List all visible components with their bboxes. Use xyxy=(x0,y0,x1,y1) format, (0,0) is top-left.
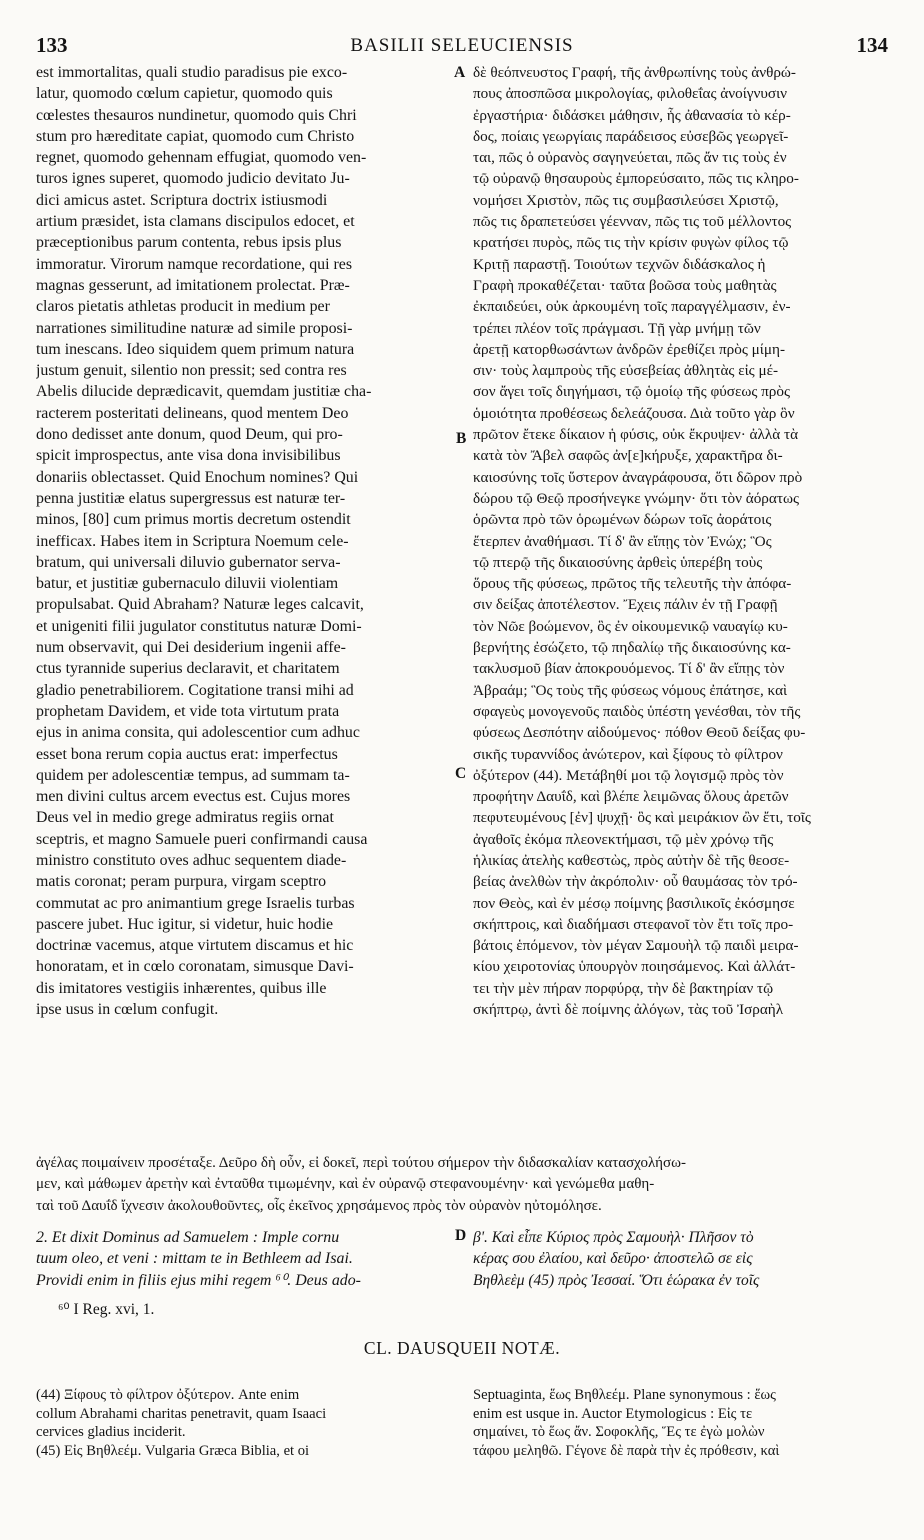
greek-text-line: τει τὴν μὲν πήραν πορφύρᾳ, τὴν δὲ βακτηρίαν τῷ xyxy=(473,979,774,997)
latin-text-line: tum inescans. Ideo siquidem quem primum natura xyxy=(36,340,355,358)
latin-column xyxy=(36,62,448,1020)
note-line-right: τάφου μεληθῶ. Γέγονε δὲ παρὰ τὴν ἐς πρόθεσιν, καὶ xyxy=(473,1442,780,1459)
greek-text-line: βάτοις ἑπόμενον, τὸν μέγαν Σαμουὴλ τῷ παιδὶ μειρα- xyxy=(473,937,799,955)
greek-text-line: σκήπτρῳ, ἀντὶ δὲ ποίμνης ἀλόγων, τὰς τοῦ Ἰσραὴλ xyxy=(473,1001,784,1019)
latin-text-line: Abelis dilucide deprædicavit, quemdam justitiæ cha- xyxy=(36,383,372,401)
verse-2-latin xyxy=(36,1227,448,1291)
greek-text-line: φύσεως Δεσπότην αἰδούμενος· πόθον Θεοῦ δείξας φυ- xyxy=(473,724,806,742)
greek-text-line: ὅρους τῆς φύσεως, πρῶτος τῆς τελευτῆς τὴν ἀπόφα- xyxy=(473,575,792,593)
greek-text-line: ἐργαστήρια· διδάσκει μάθησιν, ἧς ἀθανασία τὸ κέρ- xyxy=(473,106,791,124)
running-title: BASILII SELEUCIENSIS xyxy=(350,35,574,56)
latin-text-line: num observavit, qui Dei desiderium ingenii affe- xyxy=(36,639,346,657)
greek-wide-line: ταὶ τοῦ Δαυΐδ ἴχνεσιν ἀκολουθοῦντες, οἷς ἐκεῖνος χρησάμενος πρὸς τὸν οὐρανὸν ηὐτομόλησε. xyxy=(36,1197,602,1214)
notes-left-column xyxy=(36,1386,448,1460)
greek-text-line: βείας ἀνελθὼν τὴν ἀκρόπολιν· οὗ θαυμάσας τὸν τρό- xyxy=(473,873,798,891)
latin-text-line: penna justitiæ elatus supergressus est naturæ ter- xyxy=(36,489,346,507)
latin-text-line: ministro constituto oves adhuc sequentem diade- xyxy=(36,851,347,869)
section-marker-a: A xyxy=(454,64,466,81)
latin-text-line: est immortalitas, quali studio paradisus pie exco- xyxy=(36,64,348,81)
latin-text-line: pascere jubet. Huc igitur, si videtur, huic hodie xyxy=(36,915,334,933)
latin-text-line: propulsabat. Quid Abraham? Naturæ leges calcavit, xyxy=(36,596,364,614)
latin-text-line: stum pro hæreditate capiat, quomodo cum Christo xyxy=(36,127,355,145)
greek-text-line: ὁμοιότητα προθέσεως δελεάζουσα. Διὰ τοῦτο γὰρ ὃν xyxy=(473,404,795,422)
greek-text-line: πους ἀποσπῶσα μικρολογίας, φιλοθεΐας ἀνοίγνυσιν xyxy=(473,85,788,103)
verse-2-latin-line: 2. Et dixit Dominus ad Samuelem : Imple cornu xyxy=(36,1229,340,1246)
footnote: ⁶⁰ I Reg. xvi, 1. xyxy=(58,1301,155,1318)
section-marker-b: B xyxy=(456,430,467,447)
greek-text-line: σιν δείξας ἀποτέλεστον. Ἔχεις πάλιν ἐν τῇ Γραφῇ xyxy=(473,596,778,614)
verse-2-latin-line: tuum oleo, et veni : mittam te in Bethleem ad Isai. xyxy=(36,1250,353,1268)
latin-text-line: men divini cultus arcem evectus est. Cujus mores xyxy=(36,788,351,806)
greek-text-line: κατὰ τὸν Ἄβελ σαφῶς ἀν[ε]κήρυξε, χαρακτῆρα δι- xyxy=(473,447,783,465)
latin-text-line: præceptionibus parum contenta, rebus ipsis plus xyxy=(36,234,342,252)
note-line-left: (45) Εἰς Βηθλεέμ. Vulgaria Græca Biblia, et oi xyxy=(36,1442,310,1459)
latin-text-line: dono dedisset ante donum, quod Deum, qui pro- xyxy=(36,426,343,444)
latin-text-line: doctrinæ vacemus, atque virtutem discamus et hic xyxy=(36,937,354,955)
latin-text-line: gladio penetrabiliorem. Cogitatione transi mihi ad xyxy=(36,681,354,699)
greek-text-line: τακλυσμοῦ βίαν ἀποκρουόμενος. Τί δ' ἂν εἴπῃς τὸν xyxy=(473,660,785,678)
greek-text-line: Ἀβραάμ; Ὃς τοὺς τῆς φύσεως νόμους ἐπάτησε, καὶ xyxy=(473,681,788,699)
greek-text-line: κίου χειροτονίας ὑπουργὸν ποιησάμενος. Καὶ ἀλλάτ- xyxy=(473,958,796,976)
latin-text-line: claros pietatis athletas producit in medium per xyxy=(36,298,330,316)
note-line-right: Septuaginta, ἕως Βηθλεέμ. Plane synonymous : ἕως xyxy=(473,1387,776,1403)
greek-text-line: ἡλικίας ἀτελὴς καθεστὼς, πρὸς αὐτὴν δὲ τῆς θεοσε- xyxy=(473,851,790,869)
greek-text-line: σφαγεὺς μονογενοῦς παιδὸς ὑπέστη γενέσθαι, τὸν τῆς xyxy=(473,702,801,720)
latin-text-line: prophetam Davidem, et vide tota virtutum prata xyxy=(36,702,340,720)
section-marker-d: D xyxy=(455,1227,467,1244)
greek-text-line: τρέπει πλέον τοῖς πράγμασι. Τῇ γὰρ μνήμῃ τῶν xyxy=(473,319,761,337)
latin-text-line: batur, et justitiæ gubernaculo diluvii violentiam xyxy=(36,575,339,593)
greek-text-line: Γραφὴ προκαθέζεται· ταῦτα βοῶσα τοὺς μαθητὰς xyxy=(473,276,777,294)
latin-text-line: donariis oblectasset. Quid Enochum nomines? Qui xyxy=(36,468,359,486)
greek-text-line: σον ἄγει τοῖς διηγήμασι, τῷ ὁμοίῳ τῆς φύσεως πρὸς xyxy=(473,383,790,401)
latin-text-line: inefficax. Habes item in Scriptura Noemum cele- xyxy=(36,532,349,550)
page-number-right: 134 xyxy=(856,33,888,57)
note-line-left: collum Abrahami charitas penetravit, quam Isaaci xyxy=(36,1405,327,1422)
latin-text-line: minos, [80] cum primus mortis decretum ostendit xyxy=(36,511,351,529)
greek-wide-line: μεν, καὶ μάθωμεν ἀρετὴν καὶ ἐνταῦθα τιμωμένην, καὶ ἐν οὐρανῷ στεφανουμένην· καὶ γενώμεθα μαθη- xyxy=(36,1176,655,1193)
latin-text-line: honoratam, et in cœlo coronatam, simusque Davi- xyxy=(36,958,354,976)
greek-text-line: τὸν Νῶε βοώμενον, ὃς ἐν οἰκουμενικῷ ναυαγίῳ κυ- xyxy=(473,617,788,635)
verse-2-greek xyxy=(473,1227,889,1291)
latin-text-line: bratum, qui universali diluvio gubernator serva- xyxy=(36,553,341,571)
note-line-right: σημαίνει, τὸ ἕως ἄν. Σοφοκλῆς, Ἕς τε ἐγὼ μολὼν xyxy=(473,1424,765,1441)
greek-text-line: σικῆς τυραννίδος ἀνώτερον, καὶ ξίφους τὸ φίλτρον xyxy=(473,745,783,763)
greek-text-line: ται, πῶς ὁ οὐρανὸς σαγηνεύεται, πῶς ἄν τις τοὺς ἐν xyxy=(473,149,787,167)
latin-text-line: esset bona rerum copia auctus erat: imperfectus xyxy=(36,745,338,763)
latin-text-line: magnas gesserunt, ad imitationem prolectat. Præ- xyxy=(36,276,350,294)
greek-text-line: νομήσει Χριστὸν, πῶς τις συμβασιλεύσει Χριστῷ, xyxy=(473,191,779,209)
greek-text-line: βερνήτης ἐσώζετο, τῷ πηδαλίῳ τῆς δικαιοσύνης κα- xyxy=(473,639,791,657)
greek-text-line: προφήτην Δαυΐδ, καὶ βλέπε λειμῶνας ὅλους ἀρετῶν xyxy=(473,788,789,806)
greek-full-width-lines xyxy=(36,1153,888,1217)
latin-text-line: matis coronat; peram purpura, virgam sceptro xyxy=(36,873,327,891)
latin-text-line: Deus vel in medio grege admiratus regiis ornat xyxy=(36,809,334,827)
notes-title: CL. DAUSQUEII NOTÆ. xyxy=(363,1338,561,1358)
latin-text-line: regnet, quomodo gehennam effugiat, quomodo ven- xyxy=(36,149,367,167)
verse-2-greek-line: β'. Καὶ εἶπε Κύριος πρὸς Σαμουὴλ· Πλῆσον τὸ xyxy=(473,1229,754,1246)
latin-text-line: ejus in anima consita, qui adolescentior cum adhuc xyxy=(36,724,360,742)
greek-text-line: πῶς τις δραπετεύσει γέενναν, πῶς τις τοῦ μέλλοντος xyxy=(473,213,792,231)
latin-text-line: spicit improspectus, ante visa dona invisibilibus xyxy=(36,447,341,465)
greek-text-line: δος, ποίαις γεωργίαις παράδεισος εὐσεβῶς γεωργεῖ- xyxy=(473,127,789,145)
greek-text-line: ἔτερπεν ἀναθήμασι. Τί δ' ἂν εἴπῃς τὸν Ἐνώχ; Ὃς xyxy=(473,532,772,550)
greek-text-line: πον Θεὸς, καὶ ἐν μέσῳ ποίμνης βασιλικοῖς ἐκόσμησε xyxy=(473,894,795,912)
latin-text-line: dis imitatores vestigiis inhærentes, quibus ille xyxy=(36,979,327,997)
greek-text-line: πρῶτον ἔτεκε δίκαιον ἡ φύσις, οὐκ ἔκρυψεν· ἀλλὰ τὰ xyxy=(473,426,799,444)
latin-text-line: justum genuit, silentio non pressit; sed contra res xyxy=(36,362,347,380)
latin-text-line: sceptris, et magno Samuele pueri confirmandi causa xyxy=(36,830,368,848)
greek-text-line: κρατήσει πυρὸς, πῶς τις τὴν κρίσιν φυγὼν φίλος τῷ xyxy=(473,234,789,252)
greek-text-line: σιν· τοὺς λαμπροὺς τῆς εὐσεβείας ἀθλητὰς εἰς μέ- xyxy=(473,362,779,380)
greek-text-line: καιοσύνης τοῖς ὕστερον ἀναγράφουσα, ὅτι δῶρον πρὸ xyxy=(473,468,803,486)
latin-text-line: turos ignes superet, quomodo judicio devitato Ju- xyxy=(36,170,350,188)
page-number-left: 133 xyxy=(36,33,68,57)
greek-text-line: τῷ οὐρανῷ θησαυροὺς ἐμπορεύσαιτο, πῶς τις κληρο- xyxy=(473,170,799,188)
greek-text-line: Κριτῇ παραστῇ. Τοιούτων τεχνῶν διδάσκαλος ἡ xyxy=(473,255,766,273)
latin-text-line: racterem posteritati delineans, quod mentem Deo xyxy=(36,404,349,422)
latin-text-line: narrationes similitudine naturæ ad simile proposi- xyxy=(36,319,353,337)
notes-right-column xyxy=(473,1386,889,1460)
running-header xyxy=(36,33,888,63)
verse-2-greek-line: Βηθλεὲμ (45) πρὸς Ἰεσσαί. Ὅτι ἑώρακα ἐν τοῖς xyxy=(473,1271,760,1289)
greek-text-line: δώρου τῷ Θεῷ προσήνεγκε γνώμην· ὅτι τὸν ἀόρατως xyxy=(473,489,799,507)
latin-text-line: immoratur. Virorum namque recordatione, qui res xyxy=(36,255,353,273)
latin-text-line: latur, quomodo cœlum capietur, quomodo quis xyxy=(36,85,333,103)
greek-text-line: ὁρῶντα πρὸ τῶν ὁρωμένων δώρων τοῖς ἀοράτοις xyxy=(473,511,772,529)
latin-text-line: ipse usus in cœlum confugit. xyxy=(36,1001,219,1019)
greek-column xyxy=(473,62,889,1020)
greek-text-line: ἀρετῇ κατορθωσάντων ἀνδρῶν ἐρεθίζει πρὸς μίμη- xyxy=(473,340,786,358)
latin-text-line: artium præsidet, ista clamans discipulos edocet, et xyxy=(36,213,355,231)
latin-text-line: cœlestes thesauros nundinetur, quomodo quis Chri xyxy=(36,106,357,124)
greek-text-line: ὀξύτερον (44). Μετάβηθί μοι τῷ λογισμῷ πρὸς τὸν xyxy=(473,766,784,784)
verse-2-greek-line: κέρας σου ἐλαίου, καὶ δεῦρο· ἀποστελῶ σε εἰς xyxy=(473,1250,753,1268)
latin-text-line: commutat ac pro animantium grege Israelis turbas xyxy=(36,894,355,912)
section-marker-c: C xyxy=(455,765,467,782)
greek-text-line: δὲ θεόπνευστος Γραφή, τῆς ἀνθρωπίνης τοὺς ἀνθρώ- xyxy=(473,64,796,81)
latin-text-line: et unigeniti filii jugulator constitutus naturæ Domi- xyxy=(36,617,362,635)
latin-text-line: quidem per adolescentiæ tempus, ad summam ta- xyxy=(36,766,350,784)
note-line-left: (44) Ξίφους τὸ φίλτρον ὀξύτερον. Ante enim xyxy=(36,1387,300,1403)
greek-text-line: σκήπτροις, καὶ διαδήμασι στεφανοῖ τὸν ἔτι τοῖς προ- xyxy=(473,915,794,933)
greek-text-line: τῷ πτερῷ τῆς δικαιοσύνης ἀρθεὶς ὑπερέβη τοὺς xyxy=(473,553,763,571)
latin-text-line: dici amicus astet. Scriptura doctrix istiusmodi xyxy=(36,191,328,209)
greek-text-line: πεφυτευμένους [ἐν] ψυχῇ· ὃς καὶ μειράκιον ὢν ἔτι, τοῖς xyxy=(473,809,811,827)
greek-text-line: ἐκπαιδεύει, οὐκ ἀρκουμένη τοῖς παραγγέλμασιν, ἐν- xyxy=(473,298,791,316)
greek-wide-line: ἀγέλας ποιμαίνειν προσέταξε. Δεῦρο δὴ οὖν, εἰ δοκεῖ, περὶ τούτου σήμερον τὴν διδασκαλίαν κατασχολήσω- xyxy=(36,1155,686,1171)
note-line-left: cervices gladius inciderit. xyxy=(36,1424,186,1441)
latin-text-line: ctus tyrannide superius declaravit, et charitatem xyxy=(36,660,340,678)
verse-2-latin-line: Providi enim in filiis ejus mihi regem ⁶⁰. Deus ado- xyxy=(36,1271,361,1289)
greek-text-line: ἀγαθοῖς ἐκόμα πλεονεκτήμασι, τῷ μὲν χρόνῳ τῆς xyxy=(473,830,774,848)
note-line-right: enim est usque in. Auctor Etymologicus : Εἰς τε xyxy=(473,1405,753,1422)
